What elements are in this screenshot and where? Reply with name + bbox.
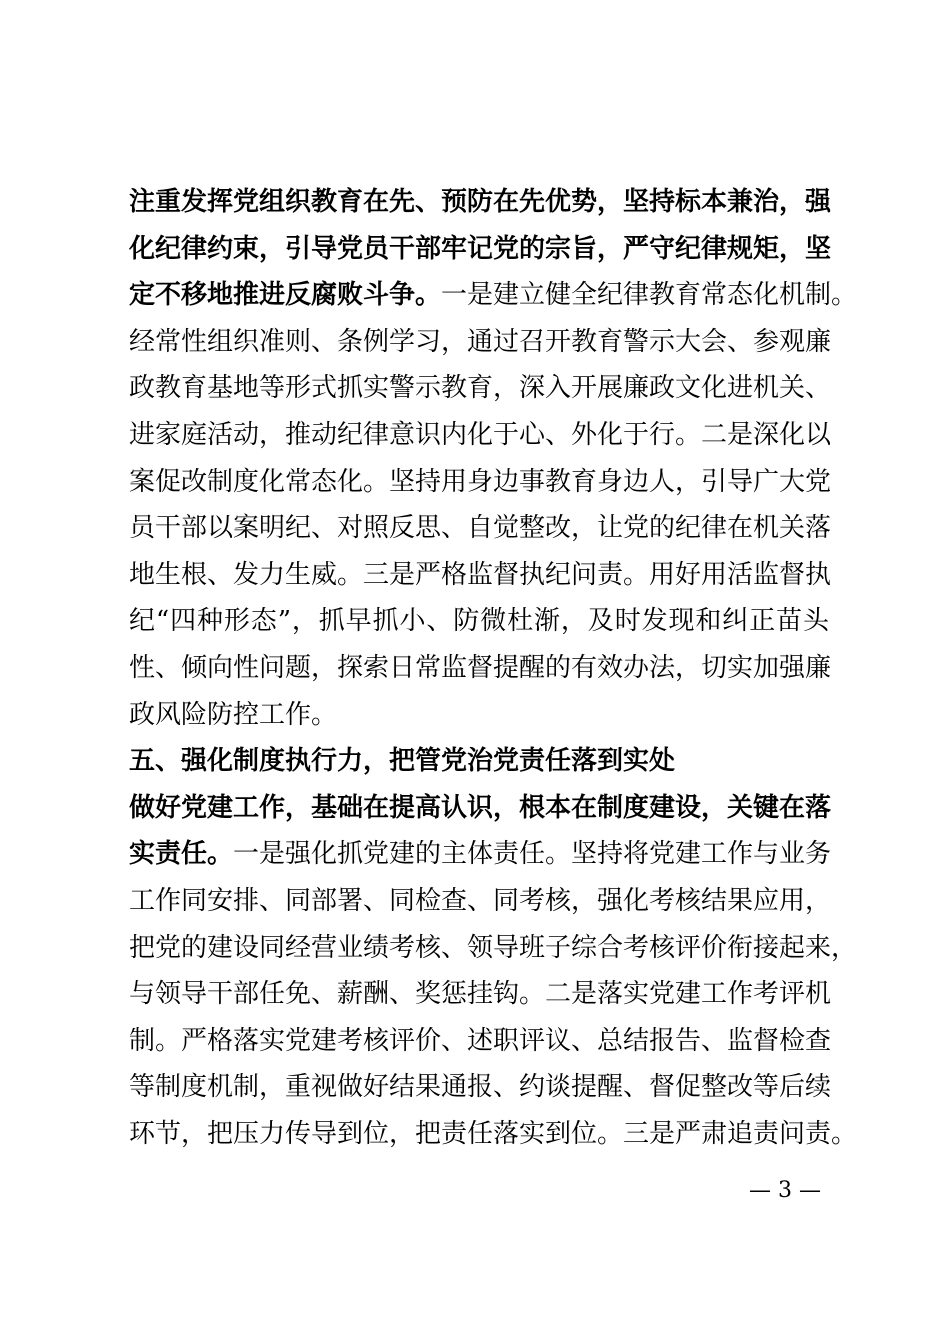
bold-text-segment: 注重发挥党组织教育在先、预防在先优势，坚持标本兼治，强 — [129, 187, 832, 217]
text-line — [129, 974, 832, 1014]
text-line — [129, 462, 832, 502]
text-line — [129, 601, 829, 641]
text-segment: 把党的建设同经营业绩考核、领导班子综合考核评价衔接起来， — [129, 933, 858, 963]
text-line — [129, 741, 829, 781]
text-segment: 工作同安排、同部署、同检查、同考核，强化考核结果应用， — [129, 886, 832, 916]
text-segment: 政风险防控工作。 — [129, 700, 338, 730]
page-number: — 3 — — [749, 1178, 821, 1203]
bold-text-segment: 实责任。 — [129, 839, 234, 869]
text-segment: 地生根、发力生威。三是严格监督执纪问责。用好用活监督执 — [129, 560, 832, 590]
bold-text-segment: 定不移地推进反腐败斗争。 — [129, 280, 442, 310]
text-segment: 纪“四种形态”，抓早抓小、防微杜渐，及时发现和纠正苗头 — [129, 606, 829, 636]
text-line — [129, 275, 858, 315]
text-line — [129, 648, 832, 688]
bold-text-segment: 化纪律约束，引导党员干部牢记党的宗旨，严守纪律规矩，坚 — [129, 234, 832, 264]
text-segment: 一是建立健全纪律教育常态化机制。 — [441, 280, 858, 310]
text-line — [129, 1021, 832, 1061]
text-segment: 环节，把压力传导到位，把责任落实到位。三是严肃追责问责。 — [129, 1119, 858, 1149]
text-line — [129, 322, 832, 362]
text-line — [129, 182, 832, 222]
text-line — [129, 881, 832, 921]
text-line — [129, 555, 832, 595]
bold-text-segment: 五、强化制度执行力，把管党治党责任落到实处 — [129, 746, 676, 776]
text-line — [129, 508, 832, 548]
text-segment: 案促改制度化常态化。坚持用身边事教育身边人，引导广大党 — [129, 467, 832, 497]
text-line — [129, 695, 829, 735]
text-line — [129, 788, 832, 828]
bold-text-segment: 做好党建工作，基础在提高认识，根本在制度建设，关键在落 — [129, 793, 832, 823]
text-segment: 员干部以案明纪、对照反思、自觉整改，让党的纪律在机关落 — [129, 513, 832, 543]
text-segment: 政教育基地等形式抓实警示教育，深入开展廉政文化进机关、 — [129, 373, 832, 403]
text-line — [129, 834, 832, 874]
text-segment: 一是强化抓党建的主体责任。坚持将党建工作与业务 — [233, 839, 832, 869]
text-line — [129, 415, 832, 455]
text-line — [129, 229, 832, 269]
text-segment: 性、倾向性问题，探索日常监督提醒的有效办法，切实加强廉 — [129, 653, 832, 683]
text-line — [129, 928, 858, 968]
text-line — [129, 1067, 832, 1107]
text-segment: 与领导干部任免、薪酬、奖惩挂钩。二是落实党建工作考评机 — [129, 979, 832, 1009]
text-segment: 进家庭活动，推动纪律意识内化于心、外化于行。二是深化以 — [129, 420, 832, 450]
text-segment: 等制度机制，重视做好结果通报、约谈提醒、督促整改等后续 — [129, 1072, 832, 1102]
text-segment: 经常性组织准则、条例学习，通过召开教育警示大会、参观廉 — [129, 327, 832, 357]
text-line — [129, 368, 832, 408]
text-segment: 制。严格落实党建考核评价、述职评议、总结报告、监督检查 — [129, 1026, 832, 1056]
text-line — [129, 1114, 858, 1154]
